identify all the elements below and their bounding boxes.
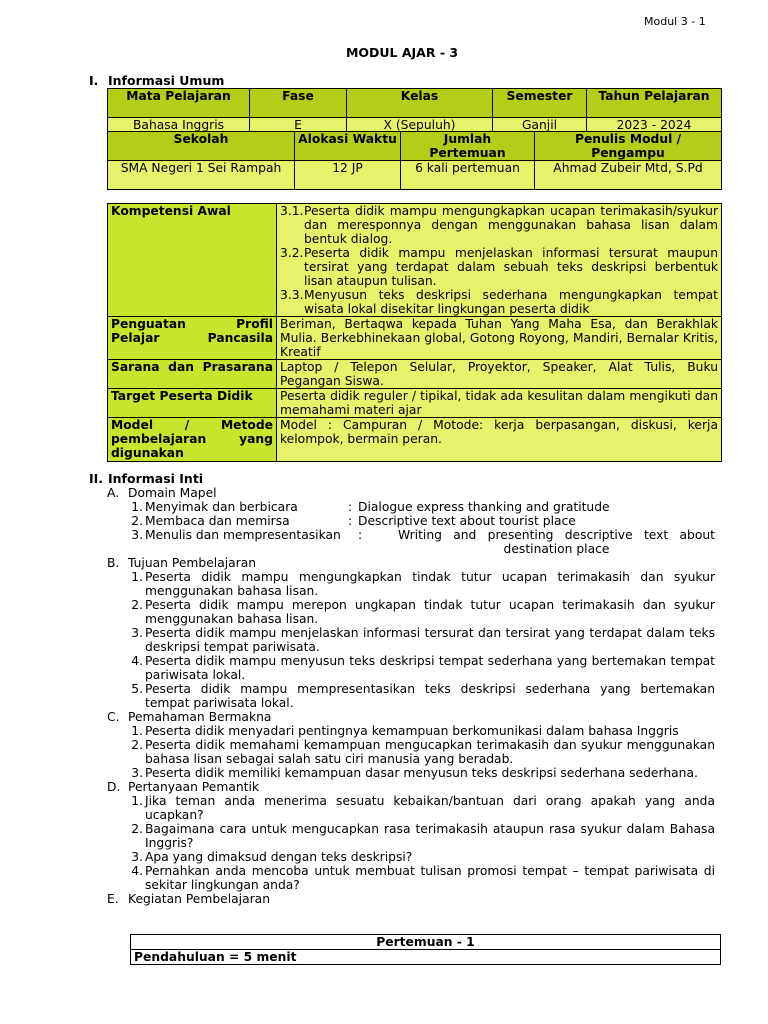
sarana-prasarana-label: Sarana dan Prasarana [108, 360, 277, 389]
model-metode-label: Model / Metode pembelajaran yang digunakan [108, 418, 277, 462]
kompetensi-item-text: Menyusun teks deskripsi sederhana mengungkapkan tempat wisata lokal disekitar lingkungan peserta didik [304, 288, 718, 316]
item-number: 3. [131, 626, 143, 640]
item-text: Apa yang dimaksud dengan teks deskripsi? [145, 850, 413, 864]
subsection-title: Kegiatan Pembelajaran [128, 892, 271, 906]
subsection-heading [107, 486, 715, 500]
list-item [107, 682, 715, 710]
value-sekolah: SMA Negeri 1 Sei Rampah [108, 161, 295, 190]
kompetensi-item-number: 3.2. [280, 246, 304, 260]
subsection-title: Pemahaman Bermakna [128, 710, 272, 724]
list-item [107, 570, 715, 598]
list-item [107, 598, 715, 626]
kompetensi-item [280, 288, 718, 316]
item-number: 1. [131, 794, 143, 808]
list-item [107, 850, 715, 864]
value-fase: E [250, 118, 347, 133]
item-number: 3. [131, 850, 143, 864]
domain-item [107, 514, 715, 528]
list-item [107, 864, 715, 892]
module-number: Modul 3 - 1 [644, 15, 706, 28]
list-item [107, 766, 715, 780]
item-number: 3. [131, 528, 143, 542]
kompetensi-item-text: Peserta didik mampu mengungkapkan ucapan terimakasih/syukur dan meresponnya dengan menggunakan bahasa lisan dalam bentuk dialog. [304, 204, 718, 246]
pendahuluan-row: Pendahuluan = 5 menit [131, 950, 721, 965]
item-number: 2. [131, 738, 143, 752]
section-number: II. [89, 471, 104, 486]
header-alokasi-waktu: Alokasi Waktu [295, 132, 401, 161]
header-tahun-pelajaran: Tahun Pelajaran [587, 89, 722, 118]
item-number: 1. [131, 500, 143, 514]
list-item [107, 738, 715, 766]
domain-colon: : [358, 528, 363, 542]
header-kelas: Kelas [347, 89, 493, 118]
list-item [107, 822, 715, 850]
pertemuan-header: Pertemuan - 1 [131, 935, 721, 950]
kompetensi-item-number: 3.1. [280, 204, 304, 218]
subsection-heading [107, 780, 715, 794]
item-number: 1. [131, 724, 143, 738]
penguatan-profil-value: Beriman, Bertaqwa kepada Tuhan Yang Maha Esa, dan Berakhlak Mulia. Berkebhinekaan global, Gotong Royong, Mandiri, Bernalar Kritis, Kreatif [277, 317, 722, 360]
kompetensi-item [280, 246, 718, 288]
item-text: Peserta didik memiliki kemampuan dasar menyusun teks deskripsi sederhana sederhana. [145, 766, 698, 780]
domain-value: Dialogue express thanking and gratitude [358, 500, 610, 514]
item-text: Peserta didik menyadari pentingnya kemampuan berkomunikasi dalam bahasa Inggris [145, 724, 679, 738]
subsection-letter: C. [107, 710, 120, 724]
document-title: MODUL AJAR - 3 [345, 45, 459, 60]
item-number: 5. [131, 682, 143, 696]
domain-value: Descriptive text about tourist place [358, 514, 576, 528]
list-item [107, 794, 715, 822]
informasi-inti-content [107, 486, 715, 906]
value-mata-pelajaran: Bahasa Inggris [108, 118, 250, 133]
kompetensi-item-text: Peserta didik mampu menjelaskan informasi tersurat maupun tersirat yang terdapat dalam sebuah teks deskripsi berbentuk lisan ataupun tulisan. [304, 246, 718, 288]
item-number: 4. [131, 864, 143, 878]
domain-colon: : [348, 514, 353, 528]
subsection-title: Tujuan Pembelajaran [128, 556, 257, 570]
model-metode-value: Model : Campuran / Motode: kerja berpasangan, diskusi, kerja kelompok, bermain peran. [277, 418, 722, 462]
domain-label: Membaca dan memirsa [145, 514, 290, 528]
section-informasi-umum [89, 73, 224, 88]
section-number: I. [89, 73, 99, 88]
item-text: Jika teman anda menerima sesuatu kebaikan/bantuan dari orang apakah yang anda ucapkan? [145, 794, 715, 822]
item-text: Peserta didik mampu menjelaskan informasi tersurat dan tersirat yang terdapat dalam teks deskripsi tempat pariwisata. [145, 626, 715, 654]
value-alokasi-waktu: 12 JP [295, 161, 401, 190]
item-number: 1. [131, 570, 143, 584]
header-mata-pelajaran: Mata Pelajaran [108, 89, 250, 118]
item-number: 4. [131, 654, 143, 668]
list-item [107, 654, 715, 682]
header-penulis-modul: Penulis Modul / Pengampu [535, 132, 722, 161]
value-penulis-modul: Ahmad Zubeir Mtd, S.Pd [535, 161, 722, 190]
header-sekolah: Sekolah [108, 132, 295, 161]
item-number: 3. [131, 766, 143, 780]
subsection-heading [107, 892, 715, 906]
section-title: Informasi Inti [108, 471, 204, 486]
value-kelas: X (Sepuluh) [347, 118, 493, 133]
item-number: 2. [131, 822, 143, 836]
domain-value: Writing and presenting descriptive text about destination place [398, 528, 715, 556]
kompetensi-item-number: 3.3. [280, 288, 304, 302]
section-title: Informasi Umum [108, 73, 225, 88]
subsection-heading [107, 556, 715, 570]
subsection-heading [107, 710, 715, 724]
kompetensi-item [280, 204, 718, 246]
kompetensi-awal-label: Kompetensi Awal [108, 204, 277, 317]
value-semester: Ganjil [493, 118, 587, 133]
domain-label: Menulis dan mempresentasikan [145, 528, 341, 542]
informasi-umum-table-2 [107, 131, 722, 190]
target-peserta-didik-value: Peserta didik reguler / tipikal, tidak ada kesulitan dalam mengikuti dan memahami materi ajar [277, 389, 722, 418]
item-text: Peserta didik memahami kemampuan mengucapkan terimakasih dan syukur menggunakan bahasa lisan sebagai salah satu ciri manusia yang beradab. [145, 738, 715, 766]
detail-table [107, 203, 722, 462]
penguatan-profil-label: Penguatan Profil Pelajar Pancasila [108, 317, 277, 360]
subsection-letter: B. [107, 556, 120, 570]
item-text: Peserta didik mampu merepon ungkapan tindak tutur ucapan terimakasih dan syukur menggunakan bahasa lisan. [145, 598, 715, 626]
subsection-letter: E. [107, 892, 119, 906]
kompetensi-awal-content [277, 204, 722, 317]
value-jumlah-pertemuan: 6 kali pertemuan [401, 161, 535, 190]
list-item [107, 724, 715, 738]
section-informasi-inti [89, 471, 203, 486]
item-text: Peserta didik mampu mengungkapkan tindak tutur ucapan terimakasih dan syukur menggunakan bahasa lisan. [145, 570, 715, 598]
informasi-umum-table [107, 88, 722, 133]
sarana-prasarana-value: Laptop / Telepon Selular, Proyektor, Speaker, Alat Tulis, Buku Pegangan Siswa. [277, 360, 722, 389]
kegiatan-table [130, 934, 721, 965]
domain-item [107, 528, 715, 556]
item-text: Bagaimana cara untuk mengucapkan rasa terimakasih ataupun rasa syukur dalam Bahasa Inggris? [145, 822, 715, 850]
domain-label: Menyimak dan berbicara [145, 500, 298, 514]
header-jumlah-pertemuan: Jumlah Pertemuan [401, 132, 535, 161]
target-peserta-didik-label: Target Peserta Didik [108, 389, 277, 418]
header-fase: Fase [250, 89, 347, 118]
domain-item [107, 500, 715, 514]
item-number: 2. [131, 598, 143, 612]
item-text: Peserta didik mampu menyusun teks deskripsi tempat sederhana yang bertemakan tempat pariwisata lokal. [145, 654, 715, 682]
item-text: Pernahkan anda mencoba untuk membuat tulisan promosi tempat – tempat pariwisata di sekitar lingkungan anda? [145, 864, 715, 892]
subsection-letter: D. [107, 780, 121, 794]
subsection-title: Pertanyaan Pemantik [128, 780, 260, 794]
subsection-letter: A. [107, 486, 120, 500]
item-number: 2. [131, 514, 143, 528]
header-semester: Semester [493, 89, 587, 118]
subsection-title: Domain Mapel [128, 486, 217, 500]
domain-colon: : [348, 500, 353, 514]
item-text: Peserta didik mampu mempresentasikan teks deskripsi sederhana yang bertemakan tempat pariwisata lokal. [145, 682, 715, 710]
list-item [107, 626, 715, 654]
value-tahun-pelajaran: 2023 - 2024 [587, 118, 722, 133]
